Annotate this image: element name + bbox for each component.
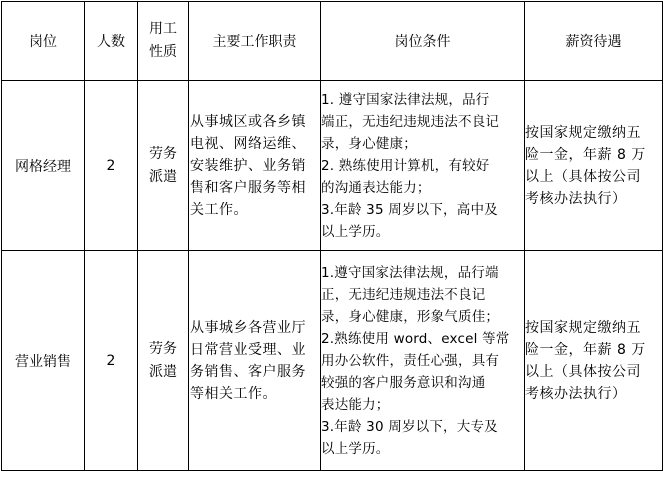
salary-cell — [525, 81, 663, 251]
conditions-line: 正，无违纪违规违法不良记 — [321, 286, 486, 303]
conditions-line: 表达能力； — [321, 396, 390, 413]
header-count: 人数 — [85, 2, 138, 81]
salary-line: 险一金，年薪 8 万 — [525, 341, 646, 358]
nature-cell — [138, 81, 189, 251]
duties-cell — [189, 81, 321, 251]
duties-line: 日常营业受理、业 — [190, 341, 306, 358]
nature-line: 派遣 — [149, 168, 177, 185]
duties-line: 务销售、客户服务 — [190, 363, 306, 380]
duties-line: 等相关工作。 — [190, 385, 277, 402]
duties-line: 售和客户服务等相 — [190, 179, 306, 196]
salary-line: 按国家规定缴纳五 — [525, 124, 641, 141]
nature-line: 派遣 — [149, 363, 177, 380]
job-table — [1, 1, 663, 471]
header-duties: 主要工作职责 — [189, 2, 321, 81]
header-nature-line: 用工 — [149, 21, 177, 37]
position-cell: 营业销售 — [2, 251, 85, 471]
count-cell: 2 — [85, 81, 138, 251]
nature-line: 劳务 — [149, 340, 177, 357]
duties-cell — [189, 251, 321, 471]
conditions-line: 1. 遵守国家法律法规，品行 — [321, 91, 490, 108]
duties-line: 从事城区或各乡镇 — [190, 113, 306, 130]
conditions-line: 2.熟练使用 word、excel 等常 — [321, 330, 510, 347]
header-nature — [138, 2, 189, 81]
salary-line: 以上（具体按公司 — [525, 363, 641, 380]
salary-line: 险一金，年薪 8 万 — [525, 146, 646, 163]
header-position: 岗位 — [2, 2, 85, 81]
conditions-line: 2. 熟练使用计算机，有较好 — [321, 157, 490, 174]
header-nature-line: 性质 — [149, 44, 177, 60]
duties-line: 安装维护、业务销 — [190, 157, 306, 174]
salary-cell — [525, 251, 663, 471]
header-row — [2, 2, 663, 81]
conditions-line: 录，身心健康，形象气质佳； — [321, 308, 500, 325]
conditions-line: 以上学历。 — [321, 223, 390, 240]
conditions-line: 3.年龄 30 周岁以下，大专及 — [321, 418, 498, 435]
nature-line: 劳务 — [149, 145, 177, 162]
salary-line: 按国家规定缴纳五 — [525, 319, 641, 336]
duties-line: 关工作。 — [190, 201, 248, 218]
conditions-line: 的沟通表达能力； — [321, 179, 431, 196]
duties-line: 从事城乡各营业厅 — [190, 319, 306, 336]
header-salary: 薪资待遇 — [525, 2, 663, 81]
conditions-line: 3.年龄 35 周岁以下，高中及 — [321, 201, 498, 218]
count-cell: 2 — [85, 251, 138, 471]
salary-line: 考核办法执行） — [525, 190, 627, 207]
conditions-line: 1.遵守国家法律法规，品行端 — [321, 264, 499, 281]
conditions-line: 较强的客户服务意识和沟通 — [321, 374, 486, 391]
nature-cell — [138, 251, 189, 471]
table-row — [2, 81, 663, 251]
conditions-line: 录，身心健康； — [321, 135, 417, 152]
table-row — [2, 251, 663, 471]
duties-line: 电视、网络运维、 — [190, 135, 306, 152]
conditions-cell — [321, 251, 525, 471]
conditions-line: 用办公软件，责任心强，具有 — [321, 352, 500, 369]
conditions-line: 端正，无违纪违规违法不良记 — [321, 113, 500, 130]
conditions-line: 以上学历。 — [321, 440, 390, 457]
header-conditions: 岗位条件 — [321, 2, 525, 81]
salary-line: 考核办法执行） — [525, 385, 627, 402]
salary-line: 以上（具体按公司 — [525, 168, 641, 185]
conditions-cell — [321, 81, 525, 251]
position-cell: 网格经理 — [2, 81, 85, 251]
